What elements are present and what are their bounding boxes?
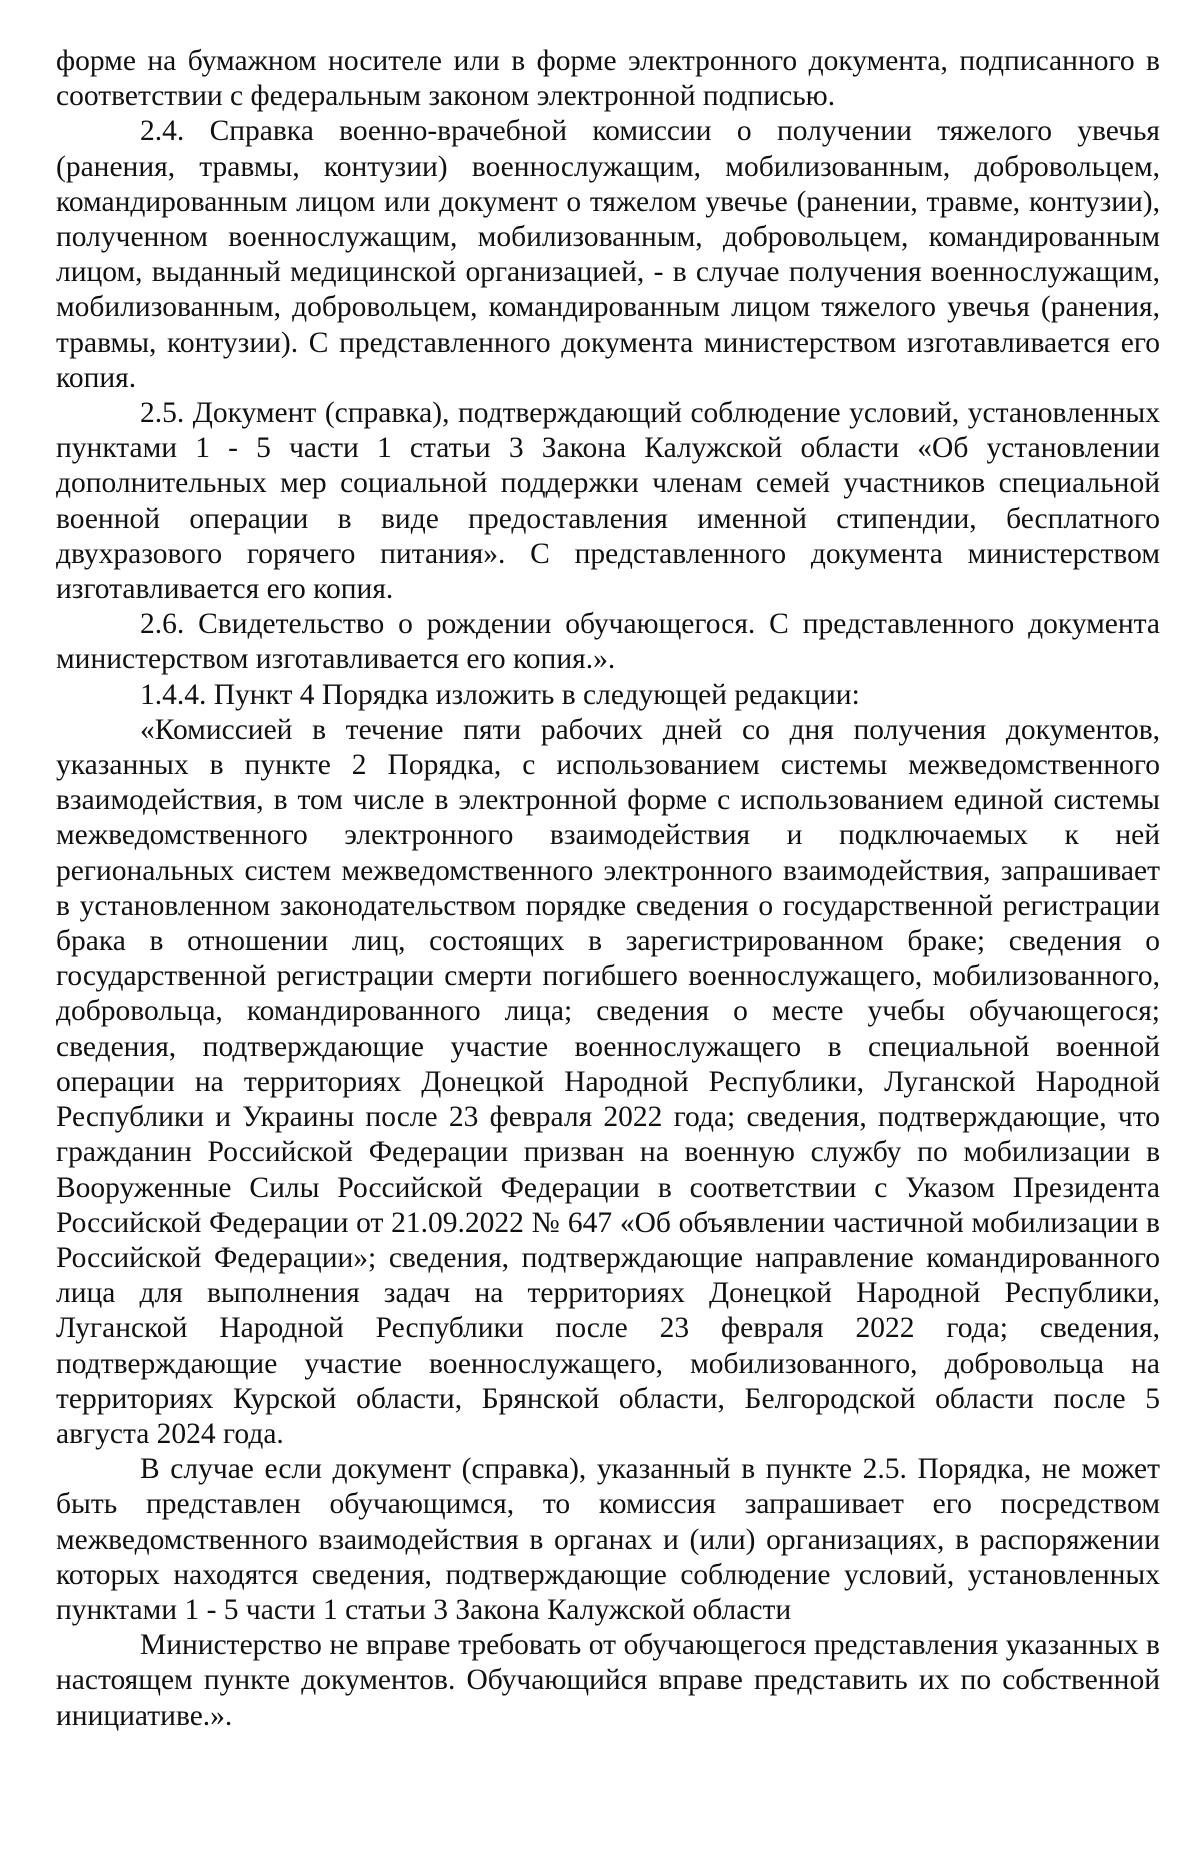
document-page	[56, 44, 1160, 1734]
paragraph-document-not-provided: В случае если документ (справка), указанный в пункте 2.5. Порядка, не может быть представлен обучающимся, то комиссия запрашивает его посредством межведомственного взаимодействия в органах и (или) организациях, в распоряжении которых находятся сведения, подтверждающие соблюдение условий, установленных пунктами 1 - 5 части 1 статьи 3 Закона Калужской области	[56, 1453, 1160, 1626]
paragraph-item-2-5: 2.5. Документ (справка), подтверждающий соблюдение условий, установленных пунктами 1 - 5 части 1 статьи 3 Закона Калужской области «Об установлении дополнительных мер социальной поддержки членам семей участников специальной военной операции в виде предоставления именной стипендии, бесплатного двухразового горячего питания». С представленного документа министерством изготавливается его копия.	[56, 397, 1160, 606]
paragraph-item-1-4-4: 1.4.4. Пункт 4 Порядка изложить в следующей редакции:	[140, 678, 860, 711]
paragraph-ministry-not-entitled: Министерство не вправе требовать от обучающегося представления указанных в настоящем пункте документов. Обучающийся вправе представить их по собственной инициативе.».	[56, 1629, 1160, 1732]
paragraph-item-2-4: 2.4. Справка военно-врачебной комиссии о получении тяжелого увечья (ранения, травмы, контузии) военнослужащим, мобилизованным, добровольцем, командированным лицом или документ о тяжелом увечье (ранении, травме, контузии), полученном военнослужащим, мобилизованным, добровольцем, командированным лицом, выданный медицинской организацией, - в случае получения военнослужащим, мобилизованным, добровольцем, командированным лицом тяжелого увечья (ранения, травмы, контузии). С представленного документа министерством изготавливается его копия.	[56, 115, 1160, 394]
paragraph-commission-request: «Комиссией в течение пяти рабочих дней со дня получения документов, указанных в пункте 2 Порядка, с использованием системы межведомственного взаимодействия, в том числе в электронной форме с использованием единой системы межведомственного электронного взаимодействия и подключаемых к ней региональных систем межведомственного электронного взаимодействия, запрашивает в установленном законодательством порядке сведения о государственной регистрации брака в отношении лиц, состоящих в зарегистрированном браке; сведения о государственной регистрации смерти погибшего военнослужащего, мобилизованного, добровольца, командированного лица; сведения о месте учебы обучающегося; сведения, подтверждающие участие военнослужащего в специальной военной операции на территориях Донецкой Народной Республики, Луганской Народной Республики и Украины после 23 февраля 2022 года; сведения, подтверждающие, что гражданин Российской Федерации призван на военную службу по мобилизации в Вооруженные Силы Российской Федерации в соответствии с Указом Президента Российской Федерации от 21.09.2022 № 647 «Об объявлении частичной мобилизации в Российской Федерации»; сведения, подтверждающие направление командированного лица для выполнения задач на территориях Донецкой Народной Республики, Луганской Народной Республики после 23 февраля 2022 года; сведения, подтверждающие участие военнослужащего, мобилизованного, добровольца на территориях Курской области, Брянской области, Белгородской области после 5 августа 2024 года.	[56, 713, 1160, 1450]
paragraph-item-2-6: 2.6. Свидетельство о рождении обучающегося. С представленного документа министерством изготавливается его копия.».	[56, 608, 1160, 676]
paragraph-continuation: форме на бумажном носителе или в форме электронного документа, подписанного в соответствии с федеральным законом электронной подписью.	[56, 45, 1160, 113]
